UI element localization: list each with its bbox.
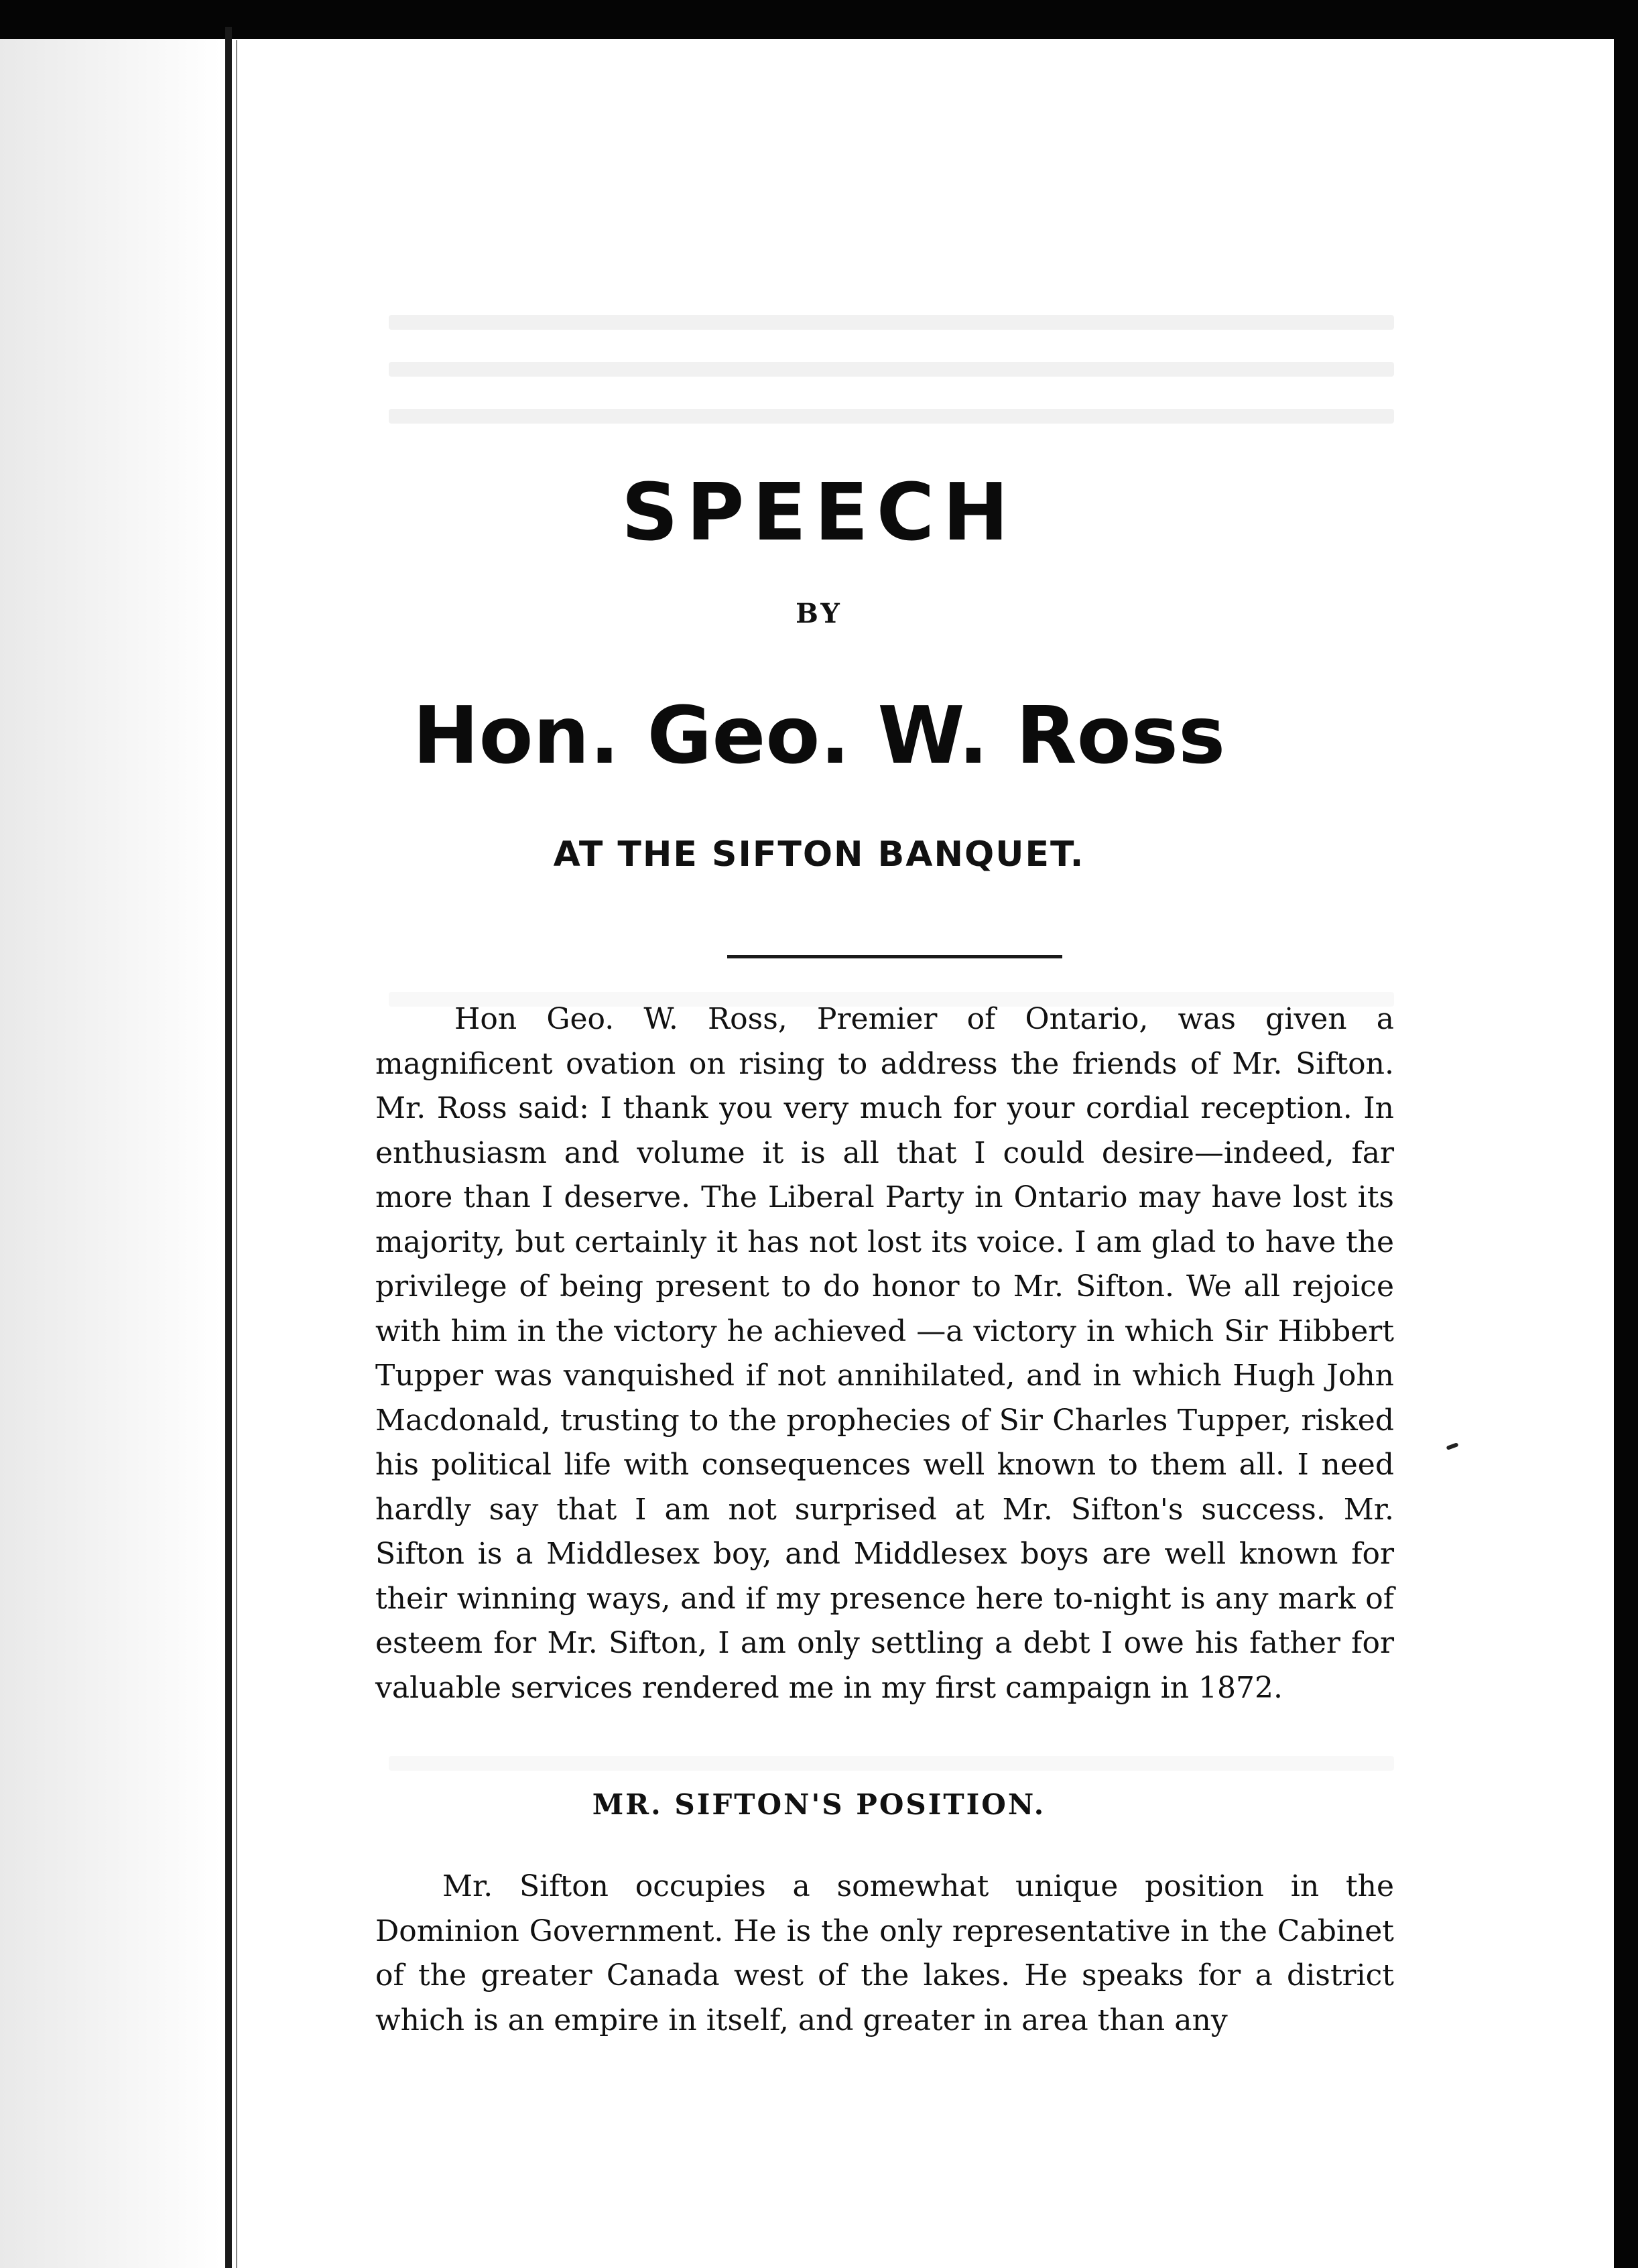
document-title: SPEECH [621,466,1017,558]
book-spine-shadow [236,40,237,2268]
show-through-line [389,362,1394,377]
section-heading: MR. SIFTON'S POSITION. [592,1788,1046,1821]
facing-page-edge [0,39,221,2268]
scan-border-top [0,0,1638,39]
speaker-name: Hon. Geo. W. Ross [412,689,1226,781]
scan-border-right [1614,0,1638,2268]
separator-rule [727,955,1062,958]
body-paragraph: Hon Geo. W. Ross, Premier of Ontario, was given a magnificent ovation on rising to address the friends of Mr. Sifton. Mr. Ross said: I thank you very much for your cordial reception. In enthusiasm and volume it is all that I could desire—indeed, far more than I deserve. The Liberal Party in Ontario may have lost its majority, but certainly it has not lost its voice. I am glad to have the privilege of being present to do honor to Mr. Sifton. We all rejoice with him in the victory he achieved —a victory in which Sir Hibbert Tupper was vanquished if not annihilated, and in which Hugh John Macdonald, trusting to the prophecies of Sir Charles Tupper, risked his political life with consequences well known to them all. I need hardly say that I am not surprised at Mr. Sifton's success. Mr. Sifton is a Middlesex boy, and Middlesex boys are well known for their winning ways, and if my presence here to-night is any mark of esteem for Mr. Sifton, I am only settling a debt I owe his father for valuable services rendered me in my first campaign in 1872. [375,1002,1394,1705]
book-spine-line [225,27,232,2268]
show-through-line [389,315,1394,330]
byline-label: BY [796,598,842,629]
document-subtitle: AT THE SIFTON BANQUET. [553,834,1085,875]
show-through-line [389,1756,1394,1771]
section-paragraph: Mr. Sifton occupies a somewhat unique position in the Dominion Government. He is the only representative in the Cabinet of the greater Canada west of the lakes. He speaks for a district which is an empire in itself, and greater in area than any [375,1869,1394,2037]
show-through-line [389,409,1394,424]
